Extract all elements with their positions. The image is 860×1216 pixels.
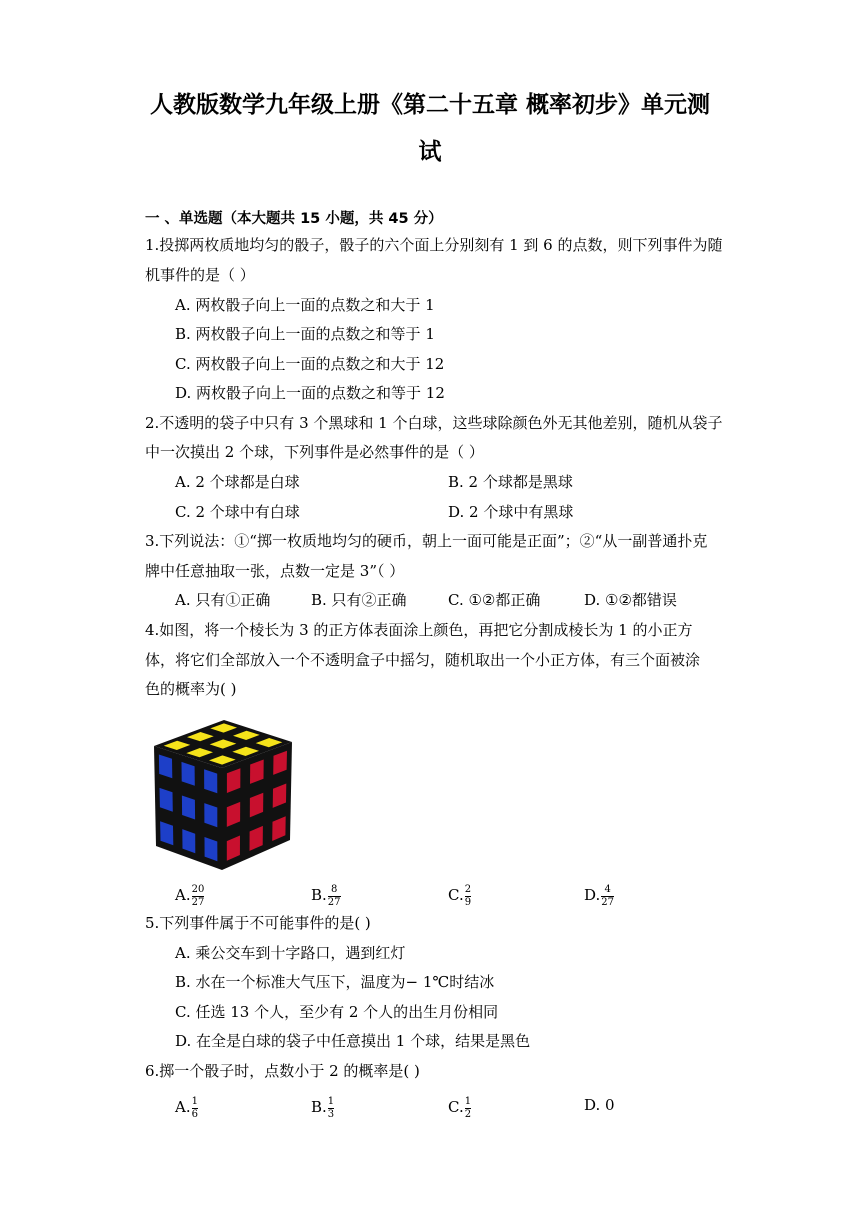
q3-option-a: A. 只有①正确 (175, 591, 271, 609)
q3-option-b: B. 只有②正确 (311, 591, 407, 609)
rubiks-cube-figure (146, 712, 298, 872)
q5-option-d: D. 在全是白球的袋子中任意摸出 1 个球，结果是黑色 (175, 1032, 531, 1050)
q5-option-a: A. 乘公交车到十字路口，遇到红灯 (175, 944, 406, 962)
denominator: 27 (601, 896, 614, 908)
denominator: 9 (464, 896, 472, 908)
q2-option-b: B. 2 个球都是黑球 (448, 473, 573, 491)
denominator: 3 (327, 1108, 335, 1120)
q4-option-b-fraction (328, 884, 341, 908)
q6-option-c-label: C. (448, 1098, 464, 1116)
q4-option-a-fraction (192, 884, 205, 908)
q6-option-b (311, 1096, 334, 1120)
question-2-text: 2.不透明的袋子中只有 3 个黑球和 1 个白球，这些球除颜色外无其他差别，随机从袋子 (145, 414, 723, 432)
question-1-text: 1.投掷两枚质地均匀的骰子，骰子的六个面上分别刻有 1 到 6 的点数，则下列事件为随 (145, 236, 723, 254)
q4-option-c (448, 884, 471, 908)
q6-option-a (175, 1096, 198, 1120)
q4-option-a (175, 884, 204, 908)
q1-option-b: B. 两枚骰子向上一面的点数之和等于 1 (175, 325, 435, 343)
q6-option-c-fraction (465, 1096, 471, 1120)
denominator: 27 (327, 896, 341, 908)
q4-option-c-label: C. (448, 886, 464, 904)
question-1-text-cont: 机事件的是（ ） (145, 266, 255, 284)
question-4-text: 4.如图，将一个棱长为 3 的正方体表面涂上颜色，再把它分割成棱长为 1 的小正方 (145, 621, 693, 639)
numerator: 1 (327, 1096, 335, 1107)
q6-option-a-fraction (192, 1096, 198, 1120)
q2-option-d: D. 2 个球中有黑球 (448, 503, 574, 521)
q3-option-c: C. ①②都正确 (448, 591, 541, 609)
q1-option-c: C. 两枚骰子向上一面的点数之和大于 12 (175, 355, 445, 373)
q6-option-c (448, 1096, 471, 1120)
numerator: 8 (330, 884, 338, 895)
q4-option-a-label: A. (175, 886, 191, 904)
q2-option-c: C. 2 个球中有白球 (175, 503, 300, 521)
question-4-text-cont2: 色的概率为( ) (145, 680, 237, 698)
q4-option-d-label: D. (584, 886, 601, 904)
question-4-text-cont: 体，将它们全部放入一个不透明盒子中摇匀，随机取出一个小正方体，有三个面被涂 (145, 651, 701, 669)
q4-option-b-label: B. (311, 886, 327, 904)
q1-option-a: A. 两枚骰子向上一面的点数之和大于 1 (175, 296, 435, 314)
q5-option-c: C. 任选 13 个人，至少有 2 个人的出生月份相同 (175, 1003, 499, 1021)
q6-option-d: D. 0 (584, 1096, 615, 1114)
page-title-continued: 试 (418, 139, 442, 165)
numerator: 1 (464, 1096, 472, 1107)
denominator: 27 (191, 896, 205, 908)
q6-option-a-label: A. (175, 1098, 191, 1116)
q1-option-d: D. 两枚骰子向上一面的点数之和等于 12 (175, 384, 445, 402)
q4-option-c-fraction (465, 884, 471, 908)
q4-option-d-fraction (601, 884, 614, 908)
question-3-text-cont: 牌中任意抽取一张，点数一定是 3”（ ） (145, 562, 405, 580)
q4-option-b (311, 884, 341, 908)
q4-option-d (584, 884, 614, 908)
q5-option-b: B. 水在一个标准大气压下，温度为− 1℃时结冰 (175, 973, 495, 991)
numerator: 20 (191, 884, 205, 895)
numerator: 4 (604, 884, 611, 895)
q2-option-a: A. 2 个球都是白球 (175, 473, 300, 491)
numerator: 2 (464, 884, 472, 895)
q6-option-b-label: B. (311, 1098, 327, 1116)
question-3-text: 3.下列说法：①“掷一枚质地均匀的硬币，朝上一面可能是正面”；②“从一副普通扑克 (145, 532, 708, 550)
q6-option-b-fraction (328, 1096, 334, 1120)
page-title: 人教版数学九年级上册《第二十五章 概率初步》单元测 (149, 92, 710, 118)
question-2-text-cont: 中一次摸出 2 个球，下列事件是必然事件的是（ ） (145, 443, 484, 461)
denominator: 6 (191, 1108, 198, 1120)
question-5-text: 5.下列事件属于不可能事件的是( ) (145, 914, 371, 932)
denominator: 2 (464, 1108, 472, 1120)
section-heading: 一 、单选题（本大题共 15 小题，共 45 分） (145, 211, 443, 227)
question-6-text: 6.掷一个骰子时，点数小于 2 的概率是( ) (145, 1062, 420, 1080)
numerator: 1 (191, 1096, 198, 1107)
q3-option-d: D. ①②都错误 (584, 591, 677, 609)
